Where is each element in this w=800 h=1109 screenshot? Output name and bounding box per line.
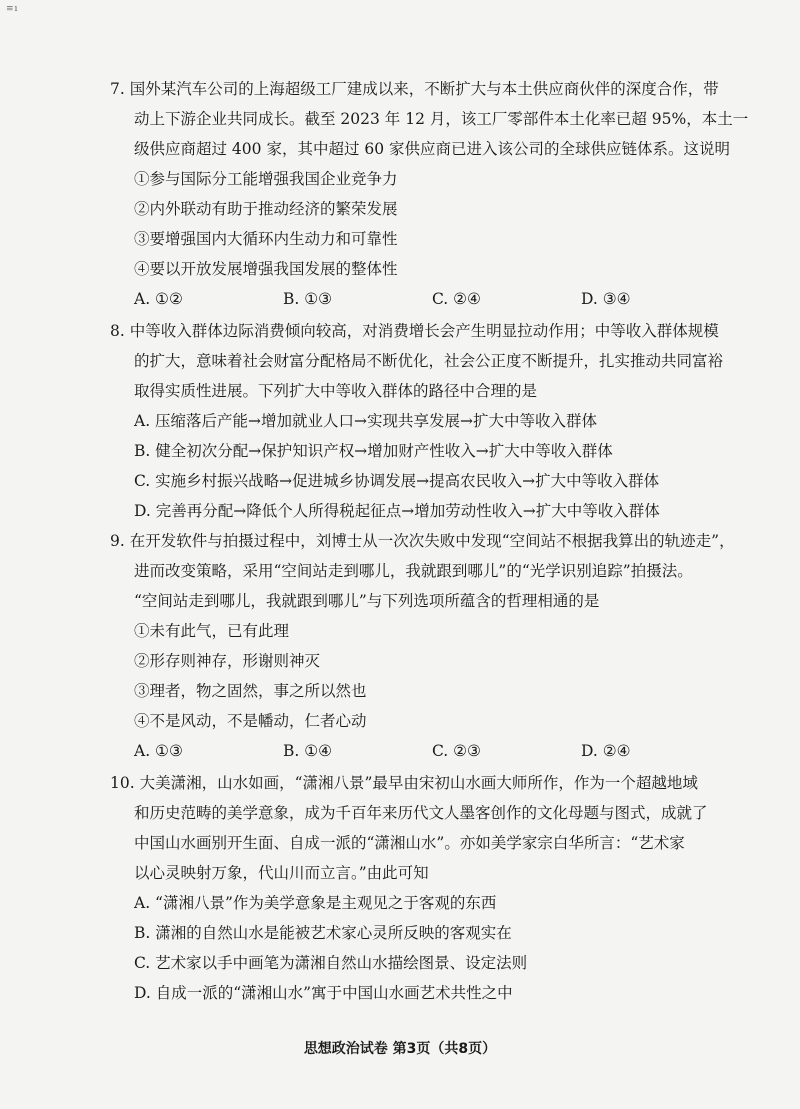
- question-10-stem-line: 中国山水画别开生面、自成一派的“潇湘山水”。亦如美学家宗白华所言：“艺术家: [134, 834, 685, 852]
- question-10-option-d: D. 自成一派的“潇湘山水”寓于中国山水画艺术共性之中: [134, 984, 513, 1002]
- question-7-stem-line: 级供应商超过 400 家，其中超过 60 家供应商已进入该公司的全球供应链体系。这说明: [134, 140, 731, 158]
- question-7-stem-line: 动上下游企业共同成长。截至 2023 年 12 月，该工厂零部件本土化率已超 95%，本土一: [134, 110, 749, 128]
- question-7-statement: ②内外联动有助于推动经济的繁荣发展: [134, 200, 398, 218]
- question-8-option-b: B. 健全初次分配→保护知识产权→增加财产性收入→扩大中等收入群体: [134, 442, 613, 460]
- question-9-statement: ③理者，物之固然，事之所以然也: [134, 682, 367, 700]
- question-8-stem-line: 取得实质性进展。下列扩大中等收入群体的路径中合理的是: [134, 382, 538, 400]
- question-7-statement: ①参与国际分工能增强我国企业竞争力: [134, 170, 398, 188]
- question-7-choices: [110, 284, 730, 314]
- choice-a: A. ①③: [134, 742, 183, 760]
- question-7-statement: ③要增强国内大循环内生动力和可靠性: [134, 230, 398, 248]
- question-8-option-d: D. 完善再分配→降低个人所得税起征点→增加劳动性收入→扩大中等收入群体: [134, 502, 660, 520]
- question-9: [110, 526, 735, 766]
- question-10-option-c: C. 艺术家以手中画笔为潇湘自然山水描绘图景、设定法则: [134, 954, 528, 972]
- question-9-stem-line: 9. 在开发软件与拍摄过程中，刘博士从一次次失败中发现“空间站不根据我算出的轨迹走”，: [110, 532, 735, 550]
- question-8-option-a: A. 压缩落后产能→增加就业人口→实现共享发展→扩大中等收入群体: [134, 412, 598, 430]
- choice-c: C. ②③: [432, 742, 481, 760]
- choice-d: D. ③④: [581, 290, 631, 308]
- question-10-option-a: A. “潇湘八景”作为美学意象是主观见之于客观的东西: [134, 894, 497, 912]
- choice-c: C. ②④: [432, 290, 481, 308]
- question-list: [110, 74, 749, 1008]
- choice-b: B. ①④: [283, 742, 333, 760]
- question-8: [110, 316, 730, 526]
- question-9-statement: ④不是风动，不是幡动，仁者心动: [134, 712, 367, 730]
- question-10-stem-line: 以心灵映射万象，代山川而立言。”由此可知: [134, 864, 429, 882]
- question-9-statement: ②形存则神存，形谢则神灭: [134, 652, 321, 670]
- question-10-option-b: B. 潇湘的自然山水是能被艺术家心灵所反映的客观实在: [134, 924, 512, 942]
- question-8-stem-line: 8. 中等收入群体边际消费倾向较高，对消费增长会产生明显拉动作用；中等收入群体规模: [110, 322, 719, 340]
- question-7-statement: ④要以开放发展增强我国发展的整体性: [134, 260, 398, 278]
- question-7-stem-line: 7. 国外某汽车公司的上海超级工厂建成以来，不断扩大与本土供应商伙伴的深度合作，带: [110, 80, 719, 98]
- question-7: [110, 74, 749, 314]
- question-10-stem-line: 10. 大美潇湘，山水如画，“潇湘八景”最早由宋初山水画大师所作，作为一个超越地域: [110, 774, 698, 792]
- question-9-stem-line: 进而改变策略，采用“空间站走到哪儿，我就跟到哪儿”的“光学识别追踪”拍摄法。: [134, 562, 693, 580]
- question-9-stem-line: “空间站走到哪儿，我就跟到哪儿”与下列选项所蕴含的哲理相通的是: [134, 592, 600, 610]
- choice-b: B. ①③: [283, 290, 333, 308]
- question-9-statement: ①未有此气，已有此理: [134, 622, 290, 640]
- choice-a: A. ①②: [134, 290, 183, 308]
- corner-mark: ≡ı: [6, 4, 19, 14]
- question-8-stem-line: 的扩大，意味着社会财富分配格局不断优化，社会公正度不断提升，扎实推动共同富裕: [134, 352, 724, 370]
- question-8-option-c: C. 实施乡村振兴战略→促进城乡协调发展→提高农民收入→扩大中等收入群体: [134, 472, 660, 490]
- choice-d: D. ②④: [581, 742, 631, 760]
- question-9-choices: [110, 736, 730, 766]
- question-10-stem-line: 和历史范畴的美学意象，成为千百年来历代文人墨客创作的文化母题与图式，成就了: [134, 804, 708, 822]
- question-10: [110, 768, 730, 1008]
- page-footer: 思想政治试卷 第3页（共8页）: [303, 1041, 497, 1057]
